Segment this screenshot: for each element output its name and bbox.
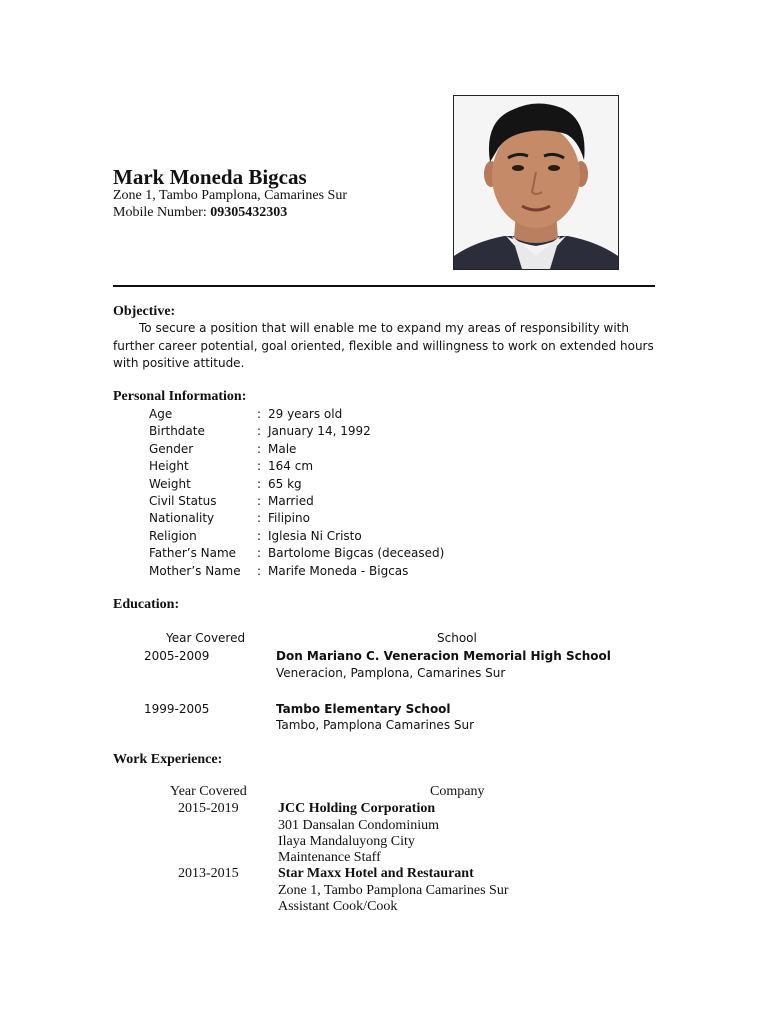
personal-info-row [149, 459, 549, 476]
education-school-location: Veneracion, Pamplona, Camarines Sur [276, 666, 506, 680]
objective-heading: Objective: [113, 304, 176, 319]
work-detail-line: Assistant Cook/Cook [278, 899, 398, 914]
objective-body: To secure a position that will enable me to expand my areas of responsibility with further career potential, goal oriented, flexible and willingness to work on extended hours with positive attitude. [113, 321, 654, 370]
colon-separator: : [257, 476, 262, 491]
applicant-address: Zone 1, Tambo Pamplona, Camarines Sur [113, 188, 348, 203]
personal-info-row [149, 494, 549, 511]
colon-separator: : [257, 563, 262, 578]
personal-info-value: Bartolome Bigcas (deceased) [268, 546, 445, 561]
personal-info-label: Religion [149, 528, 197, 543]
mobile-number [113, 205, 287, 221]
work-years: 2013-2015 [178, 866, 239, 881]
personal-info-value: January 14, 1992 [268, 424, 371, 439]
colon-separator: : [257, 546, 262, 561]
work-detail-line: Zone 1, Tambo Pamplona Camarines Sur [278, 883, 509, 898]
personal-info-value: Marife Moneda - Bigcas [268, 563, 409, 578]
portrait-illustration [454, 96, 618, 269]
personal-info-value: Filipino [268, 511, 310, 526]
work-heading: Work Experience: [113, 752, 223, 767]
education-school-name: Don Mariano C. Veneracion Memorial High School [276, 649, 611, 663]
personal-info-value: Male [268, 441, 297, 456]
work-year-header: Year Covered [170, 784, 247, 799]
colon-separator: : [257, 494, 262, 508]
personal-info-label: Civil Status [149, 494, 217, 508]
personal-info-row [149, 407, 549, 424]
mobile-value: 09305432303 [210, 205, 288, 220]
personal-info-row [149, 477, 549, 494]
colon-separator: : [257, 407, 262, 421]
work-detail-line: Maintenance Staff [278, 850, 381, 865]
work-company-header: Company [430, 784, 485, 799]
colon-separator: : [257, 441, 262, 456]
personal-info-label: Height [149, 459, 189, 474]
personal-info-row [149, 529, 549, 546]
education-heading: Education: [113, 597, 180, 612]
work-detail-line: Ilaya Mandaluyong City [278, 834, 415, 849]
work-company-name: JCC Holding Corporation [278, 801, 436, 816]
colon-separator: : [257, 424, 262, 439]
work-company-name: Star Maxx Hotel and Restaurant [278, 866, 474, 881]
personal-info-value: Married [268, 494, 314, 508]
personal-info-row [149, 442, 549, 459]
personal-info-label: Gender [149, 441, 194, 456]
personal-info-row [149, 424, 549, 441]
personal-info-row [149, 564, 549, 581]
colon-separator: : [257, 459, 262, 474]
personal-info-label: Mother’s Name [149, 563, 241, 578]
mobile-label: Mobile Number: [113, 205, 211, 220]
personal-info-row [149, 511, 549, 528]
education-years: 1999-2005 [144, 702, 210, 716]
personal-info-value: Iglesia Ni Cristo [268, 528, 362, 543]
personal-info-row [149, 546, 549, 563]
personal-info-heading: Personal Information: [113, 389, 247, 404]
colon-separator: : [257, 511, 262, 526]
education-years: 2005-2009 [144, 649, 210, 663]
colon-separator: : [257, 528, 262, 543]
education-school-location: Tambo, Pamplona Camarines Sur [276, 718, 475, 732]
personal-info-value: 29 years old [268, 407, 343, 421]
applicant-photo [453, 95, 619, 270]
personal-info-label: Father’s Name [149, 546, 237, 561]
personal-info-label: Age [149, 407, 173, 421]
education-year-header: Year Covered [166, 631, 246, 645]
personal-info-label: Weight [149, 476, 191, 491]
objective-text [113, 320, 658, 373]
personal-info-value: 65 kg [268, 476, 302, 491]
applicant-name: Mark Moneda Bigcas [113, 165, 307, 189]
personal-info-label: Nationality [149, 511, 215, 526]
personal-info-label: Birthdate [149, 424, 205, 439]
work-years: 2015-2019 [178, 801, 239, 816]
header-divider [113, 285, 655, 287]
personal-info-value: 164 cm [268, 459, 314, 474]
education-school-header: School [437, 631, 477, 645]
education-school-name: Tambo Elementary School [276, 702, 451, 716]
work-detail-line: 301 Dansalan Condominium [278, 818, 439, 833]
